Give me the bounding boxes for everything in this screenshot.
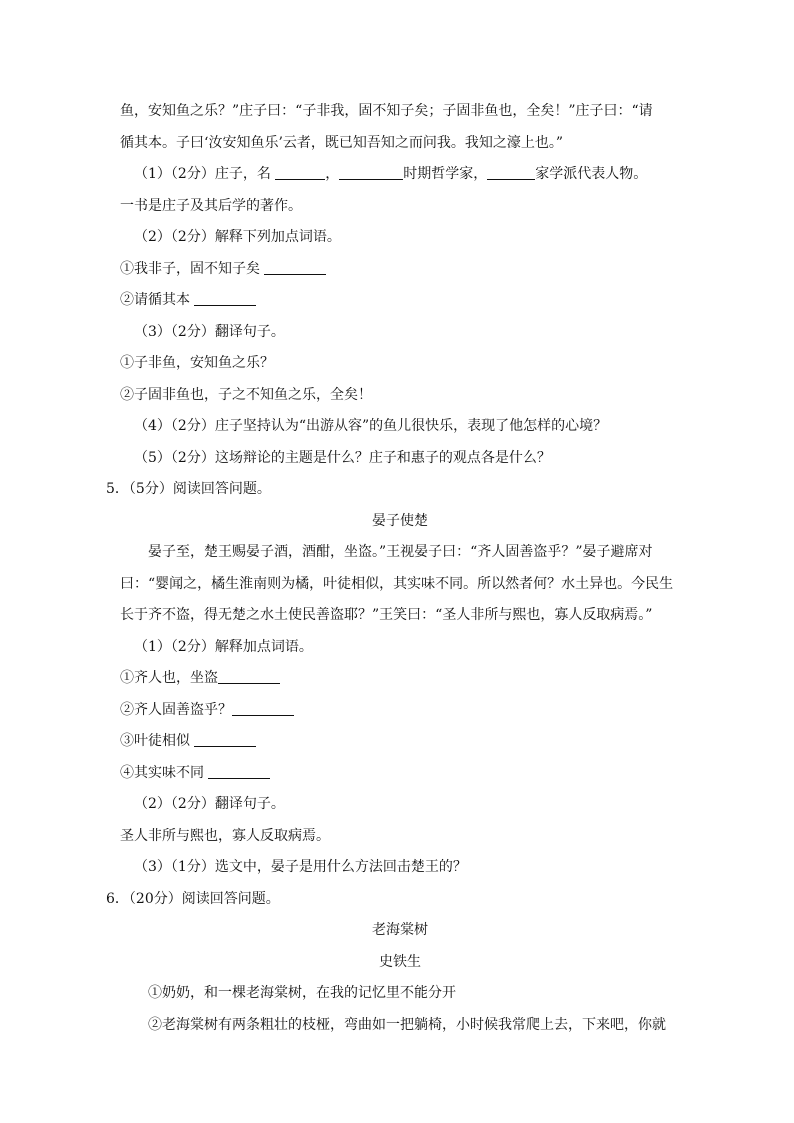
question-4-4: （4）（2分）庄子坚持认为“出游从容”的鱼儿很快乐，表现了他怎样的心境？ — [134, 418, 608, 434]
question-4-3: （3）（2分）翻译句子。 — [134, 323, 285, 340]
question-4-5: （5）（2分）这场辩论的主题是什么？庄子和惠子的观点各是什么？ — [134, 449, 551, 466]
question-text: （1）（2分）庄子，名 — [134, 166, 271, 182]
answer-blank[interactable] — [194, 732, 256, 747]
item-text: ①我非子，固不知子矣 — [120, 260, 260, 277]
passage-author: 史铁生 — [379, 953, 421, 970]
question-4-3-item-2: ②子固非鱼也，子之不知鱼之乐，全矣！ — [120, 386, 372, 403]
question-text: ， — [325, 166, 340, 182]
question-4-2-item-2 — [120, 285, 680, 317]
passage-line: 循其本。子曰‘汝安知鱼乐’云者，既已知吾知之而问我。我知之濠上也。” — [120, 134, 564, 151]
question-text: 家学派代表人物。 — [535, 166, 648, 182]
question-5-1: （1）（2分）解释加点词语。 — [134, 638, 313, 655]
question-4-1 — [120, 159, 680, 191]
question-4-3-item-1: ①子非鱼，安知鱼之乐？ — [120, 355, 274, 371]
answer-blank[interactable] — [264, 260, 326, 275]
question-5-1-item-2 — [120, 695, 680, 727]
question-5-heading: 5．（5分）阅读回答问题。 — [106, 481, 271, 497]
item-text: ④其实味不同 — [120, 764, 204, 781]
question-5-2-sentence: 圣人非所与熙也，寡人反取病焉。 — [120, 827, 330, 844]
question-5-1-item-4 — [120, 758, 680, 790]
passage-line: 鱼，安知鱼之乐？”庄子曰：“子非我，固不知子矣；子固非鱼也，全矣！”庄子曰：“请 — [120, 103, 653, 119]
question-5-1-item-3 — [120, 726, 680, 758]
passage-paragraph: ②老海棠树有两条粗壮的枝桠，弯曲如一把躺椅，小时候我常爬上去，下来吧，你就 — [148, 1016, 666, 1033]
answer-blank[interactable] — [194, 291, 256, 306]
item-text: ①齐人也，坐盗 — [120, 670, 218, 686]
question-6-heading: 6．（20分）阅读回答问题。 — [106, 890, 280, 907]
answer-blank[interactable] — [208, 764, 270, 779]
passage-line: 曰：“婴闻之，橘生淮南则为橘，叶徒相似，其实味不同。所以然者何？水土异也。今民生 — [120, 575, 674, 592]
answer-blank[interactable] — [275, 165, 325, 180]
answer-blank[interactable] — [487, 165, 535, 180]
document-page — [106, 96, 680, 1041]
answer-blank[interactable] — [232, 701, 294, 716]
answer-blank[interactable] — [339, 165, 403, 180]
passage-paragraph: ①奶奶，和一棵老海棠树，在我的记忆里不能分开 — [148, 985, 456, 1001]
question-4-2: （2）（2分）解释下列加点词语。 — [134, 229, 341, 245]
item-text: ②请循其本 — [120, 292, 190, 308]
question-4-1-continued: 一书是庄子及其后学的著作。 — [120, 197, 302, 214]
question-5-1-item-1 — [120, 663, 680, 695]
question-5-2: （2）（2分）翻译句子。 — [134, 796, 285, 812]
question-4-2-item-1 — [120, 254, 680, 286]
passage-line: 晏子至，楚王赐晏子酒，酒酣，坐盗。”王视晏子曰：“齐人固善盗乎？”晏子避席对 — [148, 544, 653, 560]
item-text: ③叶徒相似 — [120, 733, 190, 749]
passage-title: 晏子使楚 — [372, 512, 428, 529]
passage-title: 老海棠树 — [372, 922, 428, 938]
passage-line: 长于齐不盗，得无楚之水土使民善盗耶？”王笑曰：“圣人非所与熙也，寡人反取病焉。” — [120, 607, 653, 623]
question-5-3: （3）（1分）选文中，晏子是用什么方法回击楚王的？ — [134, 859, 467, 875]
answer-blank[interactable] — [218, 669, 280, 684]
question-text: 时期哲学家， — [403, 166, 488, 182]
item-text: ②齐人固善盗乎？ — [120, 701, 232, 718]
